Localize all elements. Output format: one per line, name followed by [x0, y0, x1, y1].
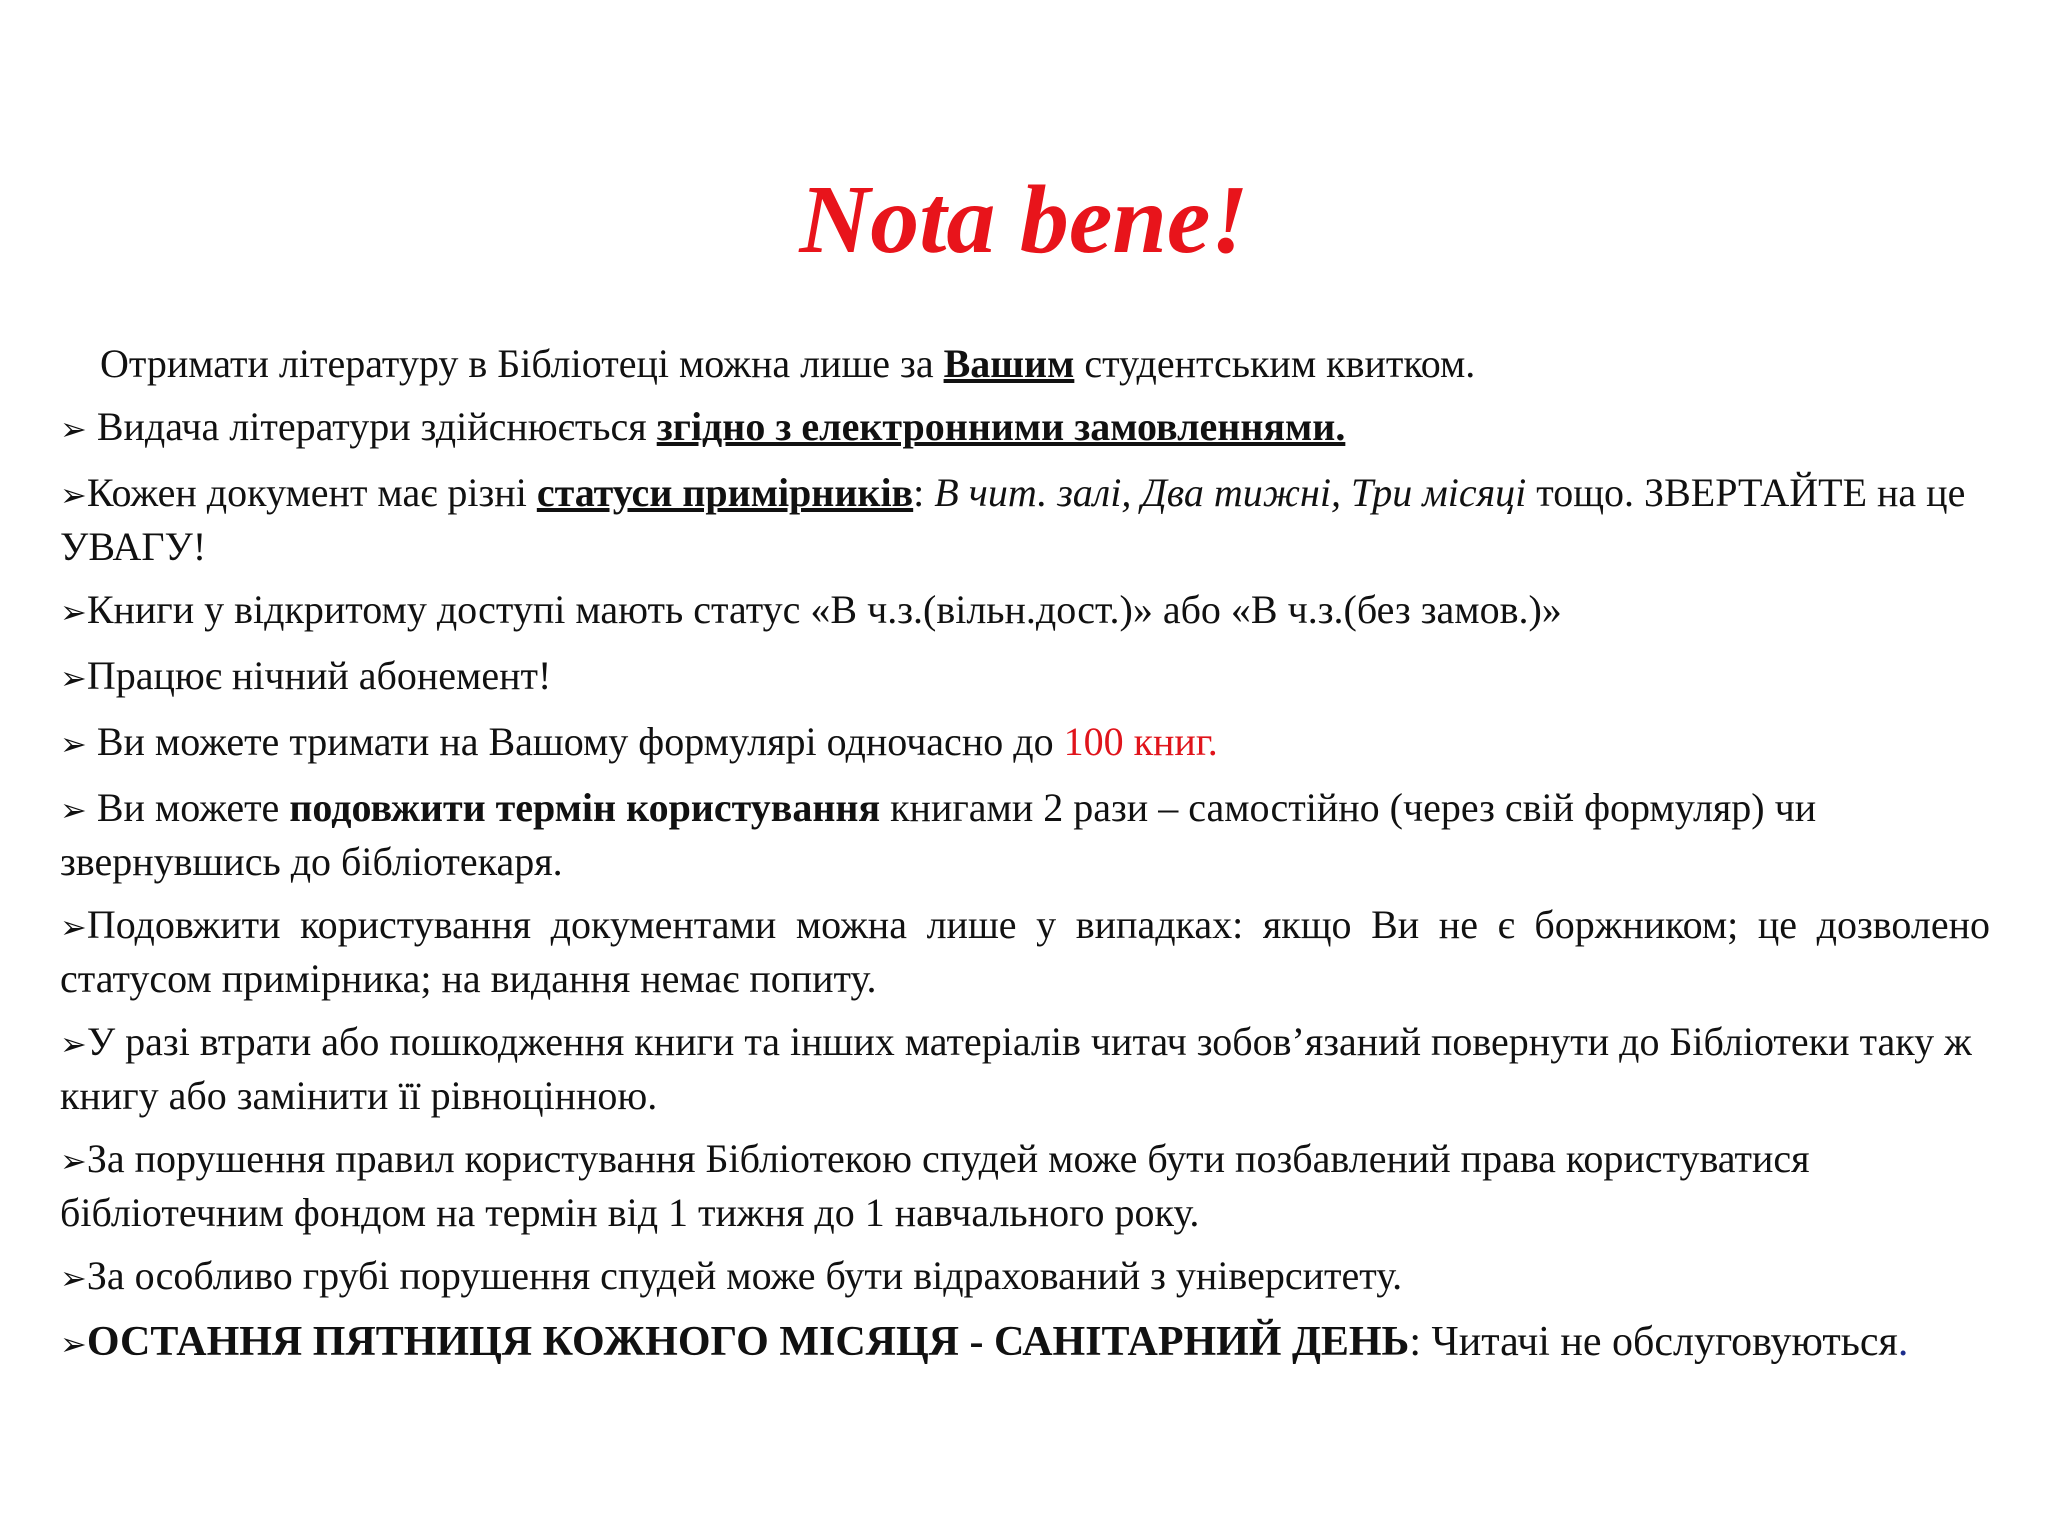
text: Видача літератури здійснюється	[86, 404, 657, 449]
bold-text: подовжити термін користування	[289, 785, 881, 830]
text: Ви можете тримати на Вашому формулярі одночасно до	[86, 719, 1064, 764]
text: Книги у відкритому доступі мають статус «В ч.з.(вільн.дост.)» або «В ч.з.(без замов.)»	[86, 587, 1562, 632]
arrow-bullet-icon: ➢	[60, 410, 87, 448]
arrow-bullet-icon: ➢	[60, 1259, 87, 1297]
paragraph-student-card	[60, 338, 1990, 389]
arrow-bullet-icon: ➢	[60, 659, 87, 697]
bullet-item-open-access	[60, 584, 1990, 638]
text: книгами 2 рази – самостійно (через свій формуляр) чи звернувшись до бібліотекаря.	[60, 785, 1817, 884]
arrow-bullet-icon: ➢	[60, 593, 87, 631]
period-text: .	[1897, 1319, 1909, 1365]
bullet-item-issuance	[60, 401, 1990, 455]
arrow-bullet-icon: ➢	[60, 476, 87, 514]
text: Ви можете	[86, 785, 290, 830]
arrow-bullet-icon: ➢	[60, 908, 87, 946]
text: :	[913, 470, 935, 515]
bullet-item-sanitary-day	[60, 1316, 1990, 1370]
text: Кожен документ має різні	[86, 470, 537, 515]
italic-text: В чит. залі, Два тижні, Три місяці	[934, 470, 1527, 515]
arrow-bullet-icon: ➢	[60, 725, 87, 763]
arrow-bullet-icon: ➢	[60, 1025, 87, 1063]
arrow-bullet-icon: ➢	[60, 1325, 87, 1363]
text: За порушення правил користування Бібліотекою спудей може бути позбавлений права користуватися бібліотечним фондом на термін від 1 тижня до 1 навчального року.	[60, 1136, 1810, 1235]
text: Подовжити користування документами можна лише у випадках: якщо Ви не є боржником; це дозволено статусом примірника; на видання немає попиту.	[60, 902, 1990, 1001]
emphasis-text: Вашим	[943, 341, 1075, 386]
bullet-item-renewal	[60, 782, 1990, 887]
bullet-item-violations	[60, 1133, 1990, 1238]
text: У разі втрати або пошкодження книги та інших матеріалів читач зобов’язаний повернути до Бібліотеки таку ж книгу або замінити її рівноцінною.	[60, 1019, 1972, 1118]
emphasis-text: згідно з електронними замовленнями.	[656, 404, 1346, 449]
text: Отримати літературу в Бібліотеці можна лише за	[100, 341, 944, 386]
bullet-item-statuses	[60, 467, 1990, 572]
text: тощо. ЗВЕРТАЙТЕ на це УВАГУ!	[60, 470, 1966, 569]
bullet-item-night-subscription	[60, 650, 1990, 704]
slide-title: Nota bene!	[799, 166, 1249, 274]
text: : Читачі не обслуговуються	[1409, 1319, 1898, 1365]
text: За особливо грубі порушення спудей може бути відрахований з університету.	[86, 1253, 1403, 1298]
highlight-text: 100 книг.	[1063, 719, 1218, 764]
bold-text: ОСТАННЯ ПЯТНИЦЯ КОЖНОГО МІСЯЦЯ - САНІТАРНИЙ ДЕНЬ	[86, 1319, 1410, 1365]
bullet-item-loss-damage	[60, 1016, 1990, 1121]
bullet-item-renewal-conditions	[60, 899, 1990, 1004]
bullet-item-book-limit	[60, 716, 1990, 770]
text: Працює нічний абонемент!	[86, 653, 552, 698]
arrow-bullet-icon: ➢	[60, 791, 87, 829]
bullet-item-expulsion	[60, 1250, 1990, 1304]
text: студентським квитком.	[1074, 341, 1476, 386]
emphasis-text: статуси примірників	[536, 470, 914, 515]
slide-body	[60, 338, 1990, 1382]
arrow-bullet-icon: ➢	[60, 1142, 87, 1180]
